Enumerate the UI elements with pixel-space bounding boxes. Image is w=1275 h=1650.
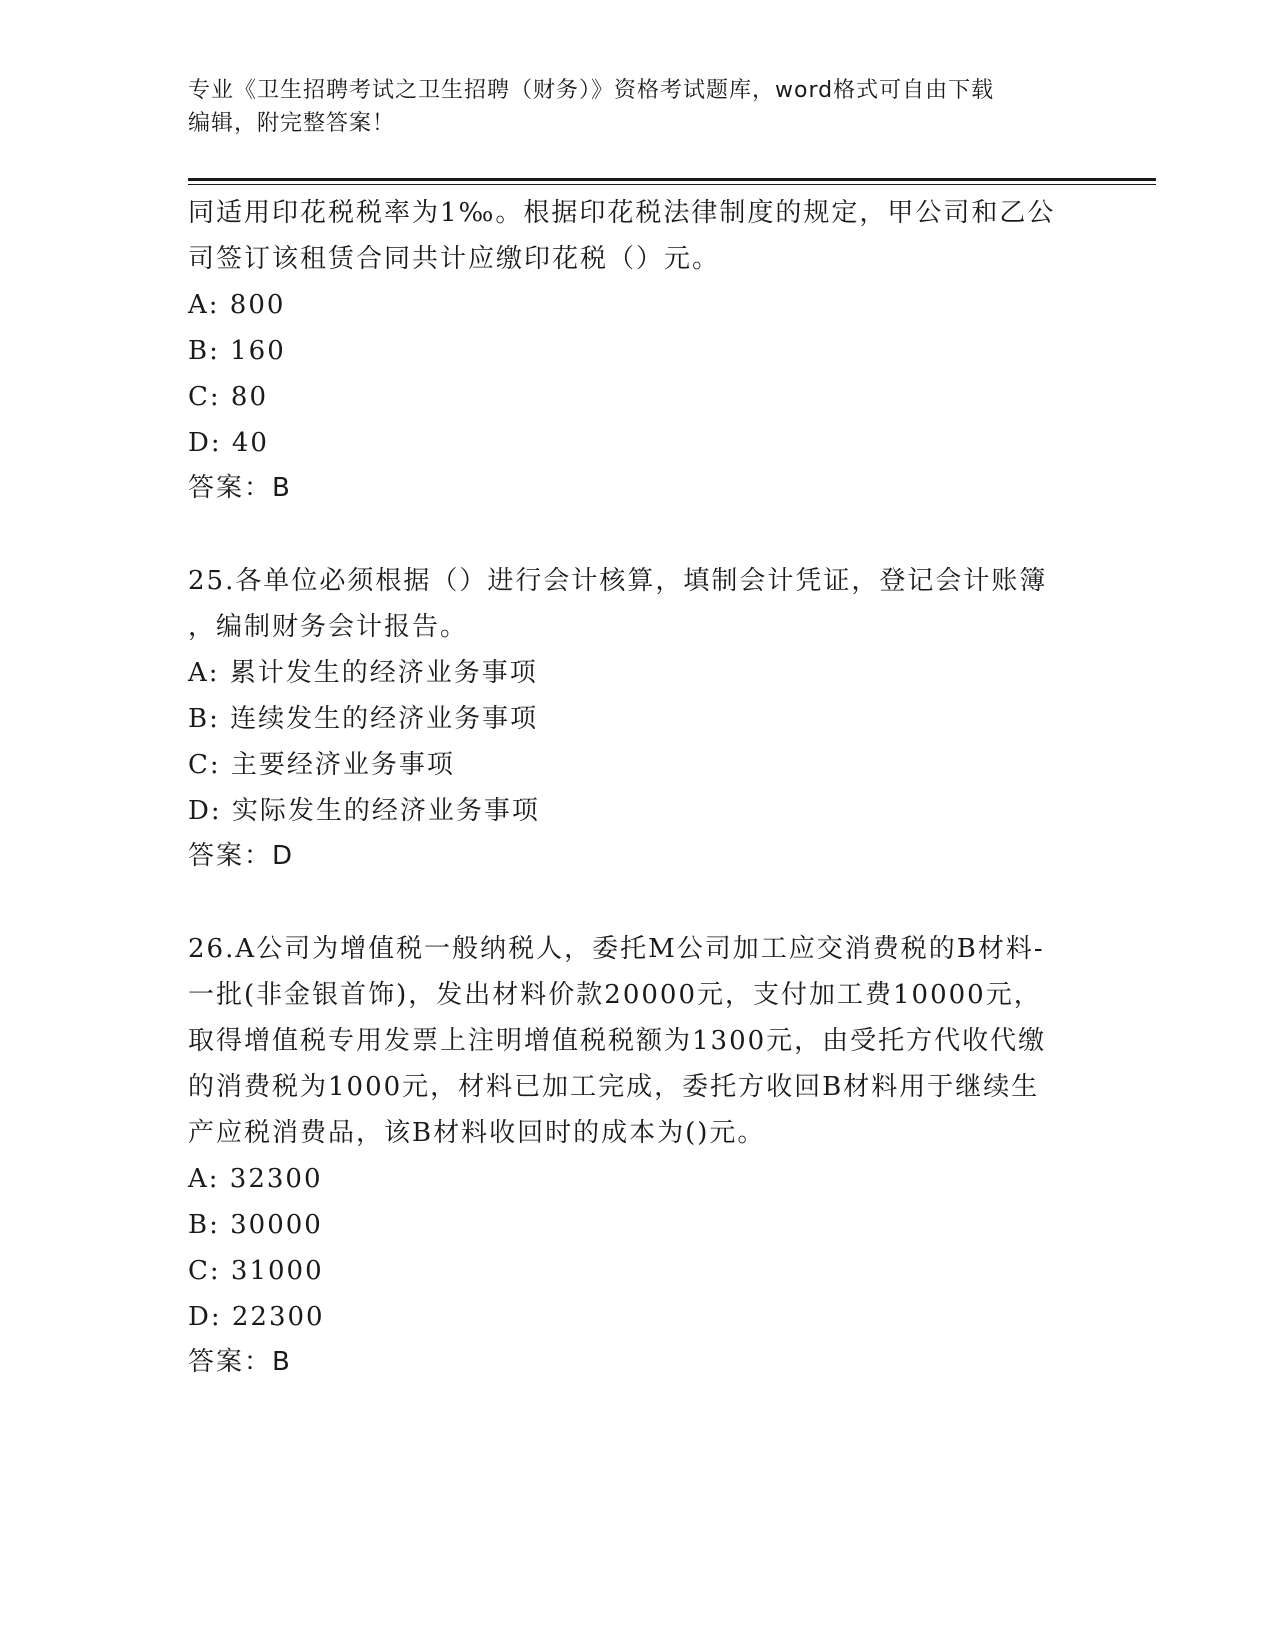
question-stem-line: 25.各单位必须根据（）进行会计核算，填制会计凭证，登记会计账簿 — [188, 566, 1048, 596]
question-stem-line: 产应税消费品，该B材料收回时的成本为()元。 — [188, 1118, 766, 1148]
question-stem-line: 一批(非金银首饰)，发出材料价款20000元，支付加工费10000元， — [188, 980, 1042, 1010]
option-b: B: 连续发生的经济业务事项 — [188, 704, 539, 734]
option-d: D: 40 — [188, 428, 269, 458]
header-line-1: 专业《卫生招聘考试之卫生招聘（财务）》资格考试题库，word格式可自由下载 — [188, 78, 995, 103]
option-a: A: 累计发生的经济业务事项 — [188, 658, 538, 688]
option-b: B: 30000 — [188, 1210, 323, 1240]
question-25 — [188, 558, 1088, 878]
option-a: A: 32300 — [188, 1164, 323, 1194]
question-26 — [188, 926, 1088, 1384]
question-stem-line: 司签订该租赁合同共计应缴印花税（）元。 — [188, 244, 721, 274]
option-c: C: 80 — [188, 382, 269, 412]
answer-line: 答案：B — [188, 473, 292, 503]
option-b: B: 160 — [188, 336, 286, 366]
question-list — [188, 190, 1088, 1384]
spacer — [188, 878, 1088, 926]
header-line-2: 编辑，附完整答案！ — [188, 111, 396, 136]
option-d: D: 实际发生的经济业务事项 — [188, 796, 540, 826]
question-stem-line: 取得增值税专用发票上注明增值税税额为1300元，由受托方代收代缴 — [188, 1026, 1047, 1056]
answer-line: 答案：D — [188, 841, 295, 871]
answer-line: 答案：B — [188, 1347, 292, 1377]
page-header — [188, 74, 1088, 140]
header-divider-thick — [188, 178, 1156, 181]
question-stem-line: 同适用印花税税率为1‰。根据印花税法律制度的规定，甲公司和乙公 — [188, 198, 1056, 228]
option-c: C: 主要经济业务事项 — [188, 750, 455, 780]
question-24 — [188, 190, 1088, 510]
option-a: A: 800 — [188, 290, 286, 320]
question-stem-line: 的消费税为1000元，材料已加工完成，委托方收回B材料用于继续生 — [188, 1072, 1040, 1102]
option-d: D: 22300 — [188, 1302, 325, 1332]
spacer — [188, 510, 1088, 558]
option-c: C: 31000 — [188, 1256, 324, 1286]
question-stem-line: ，编制财务会计报告。 — [188, 612, 469, 642]
header-divider-thin — [188, 184, 1156, 185]
question-stem-line: 26.A公司为增值税一般纳税人，委托M公司加工应交消费税的B材料- — [188, 934, 1045, 964]
